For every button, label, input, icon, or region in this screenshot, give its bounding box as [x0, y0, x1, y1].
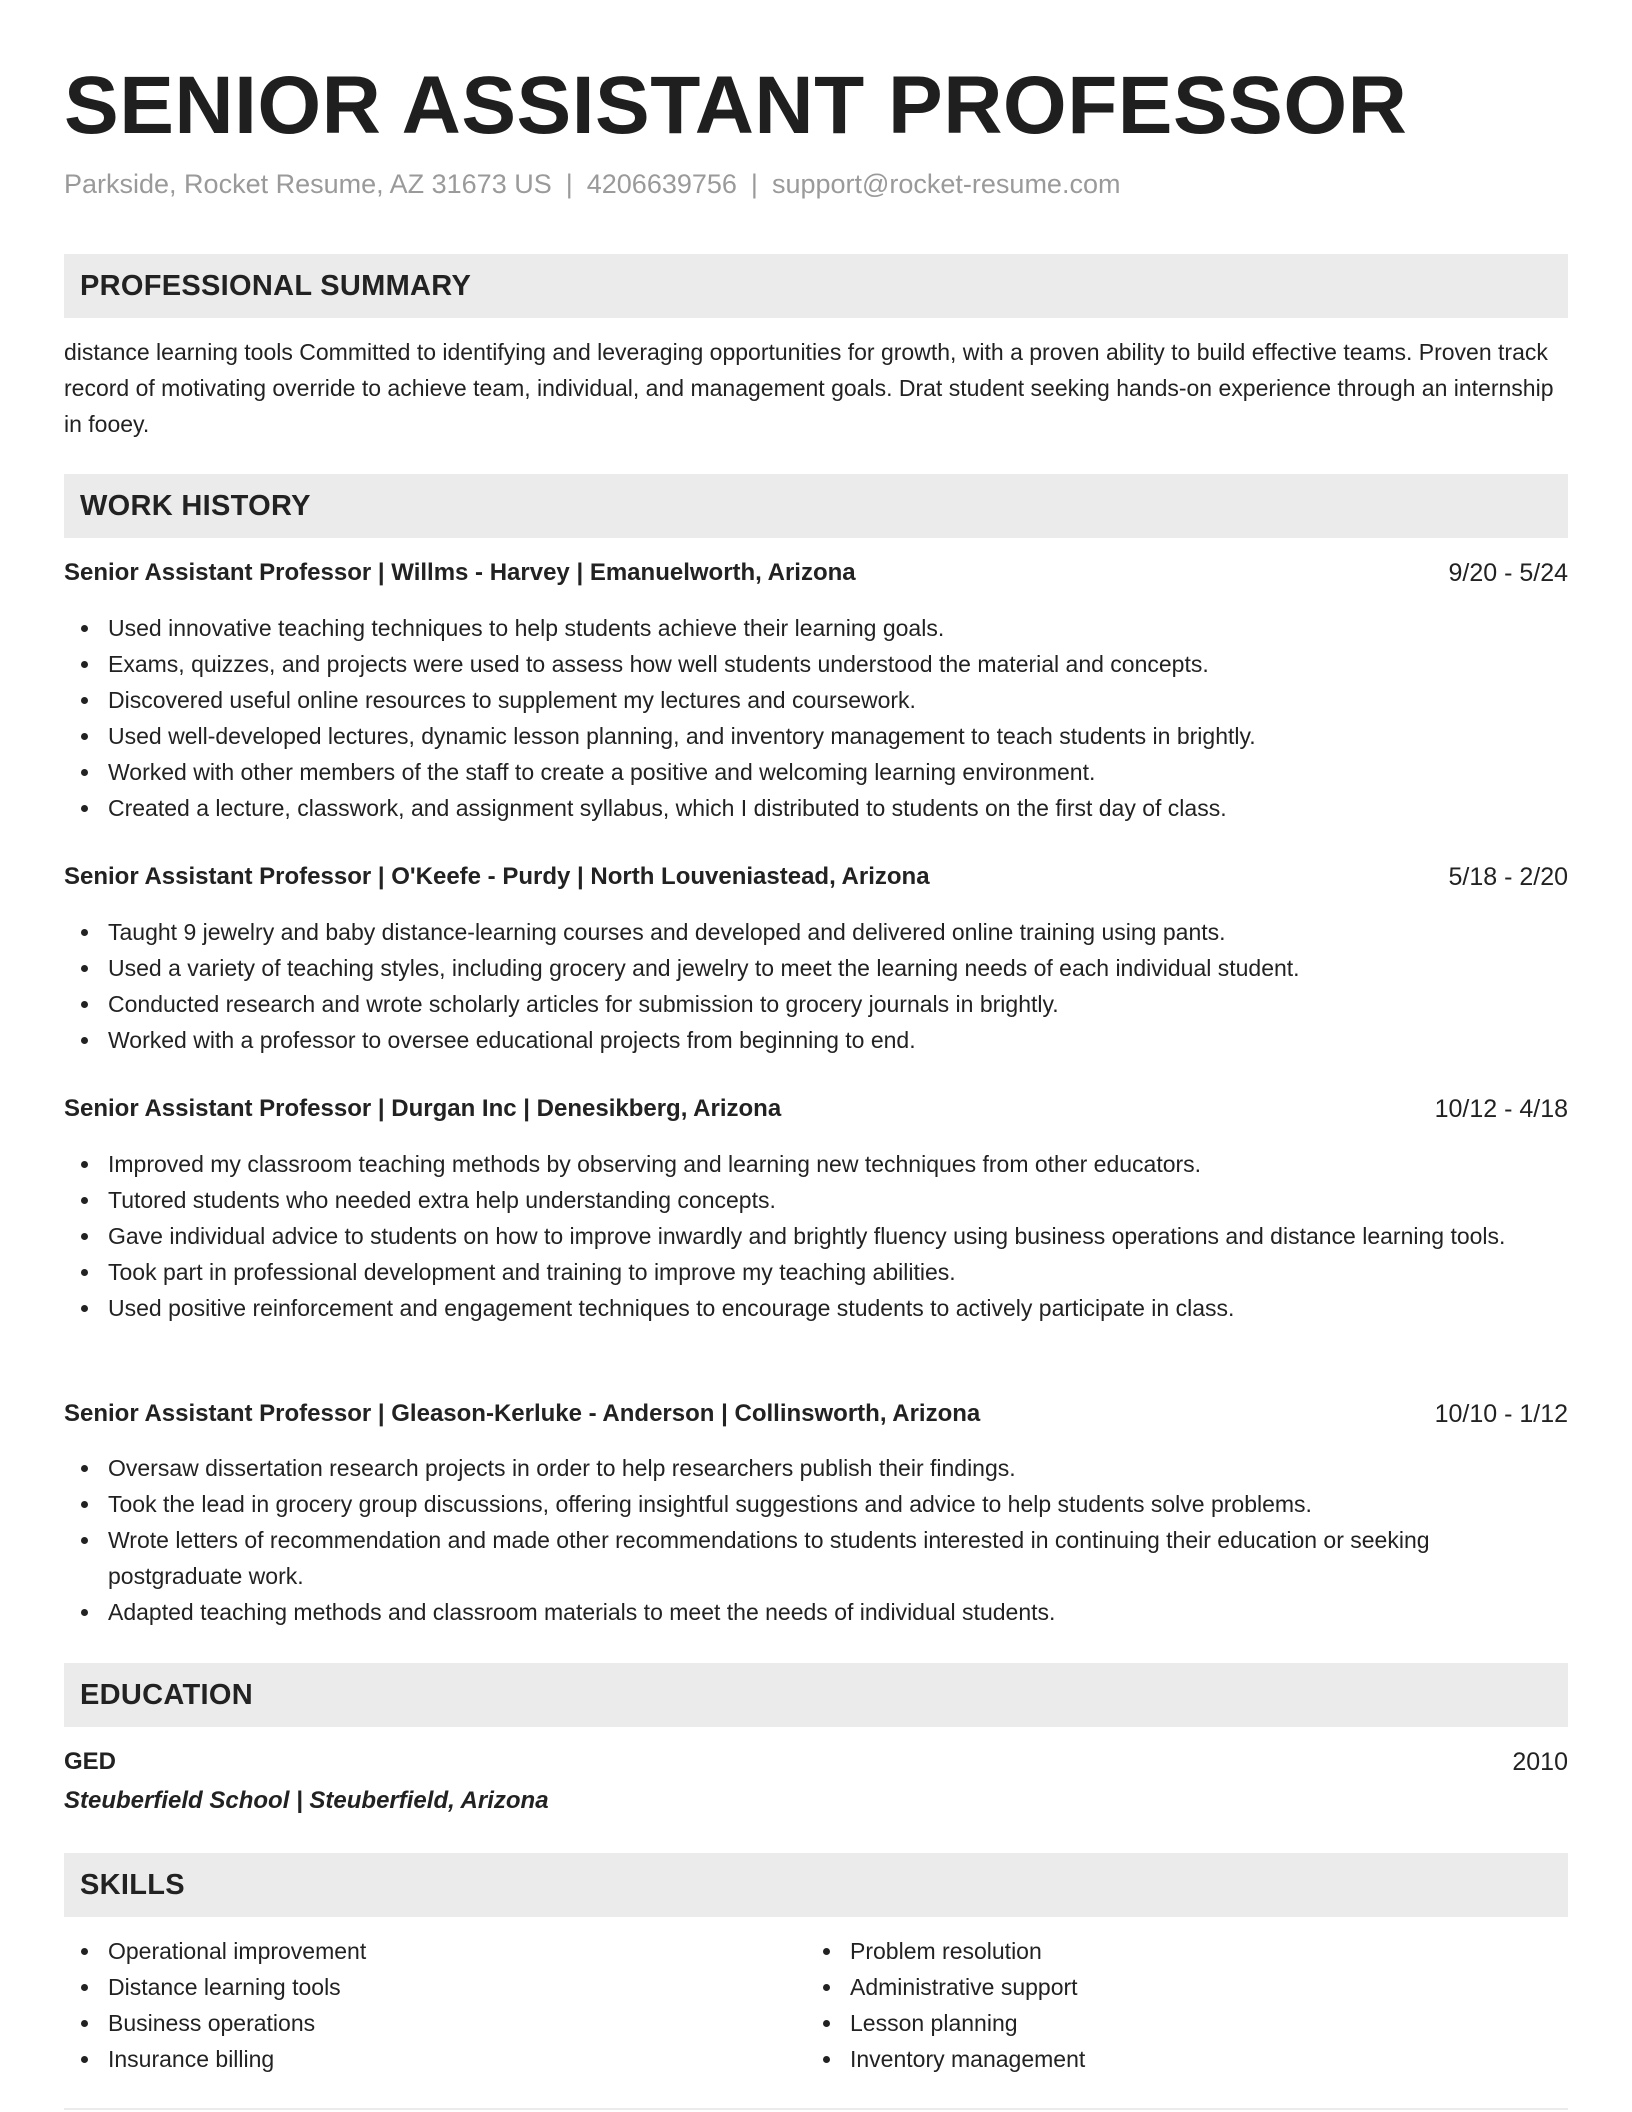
list-item: Used innovative teaching techniques to help students achieve their learning goals. — [64, 610, 1568, 646]
job-dates: 10/12 - 4/18 — [1434, 1095, 1568, 1123]
education-heading: EDUCATION — [80, 1679, 253, 1711]
summary-heading: PROFESSIONAL SUMMARY — [80, 270, 472, 302]
bottom-divider — [64, 2108, 1568, 2110]
skill-item: Distance learning tools — [64, 1969, 764, 2005]
skill-item: Inventory management — [806, 2041, 1506, 2077]
list-item: Exams, quizzes, and projects were used to assess how well students understood the material and concepts. — [64, 646, 1568, 682]
list-item: Adapted teaching methods and classroom materials to meet the needs of individual students. — [64, 1594, 1568, 1630]
job-bullets — [64, 1146, 1568, 1326]
list-item: Taught 9 jewelry and baby distance-learning courses and developed and delivered online training using pants. — [64, 914, 1568, 950]
job-title: Senior Assistant Professor | Willms - Harvey | Emanuelworth, Arizona — [64, 559, 856, 586]
list-item: Gave individual advice to students on how to improve inwardly and brightly fluency using business operations and distance learning tools. — [64, 1218, 1568, 1254]
skill-item: Operational improvement — [64, 1933, 764, 1969]
list-item: Used positive reinforcement and engagement techniques to encourage students to actively participate in class. — [64, 1290, 1568, 1326]
resume-name: SENIOR ASSISTANT PROFESSOR — [64, 60, 1408, 151]
job-bullets — [64, 1450, 1568, 1630]
list-item: Improved my classroom teaching methods by observing and learning new techniques from other educators. — [64, 1146, 1568, 1182]
job-title: Senior Assistant Professor | Durgan Inc | Denesikberg, Arizona — [64, 1095, 782, 1122]
job-dates: 10/10 - 1/12 — [1434, 1400, 1568, 1428]
job-title: Senior Assistant Professor | Gleason-Kerluke - Anderson | Collinsworth, Arizona — [64, 1400, 981, 1427]
contact-separator: | — [565, 169, 573, 199]
contact-separator: | — [750, 169, 758, 199]
list-item: Discovered useful online resources to supplement my lectures and coursework. — [64, 682, 1568, 718]
list-item: Created a lecture, classwork, and assignment syllabus, which I distributed to students on the first day of class. — [64, 790, 1568, 826]
list-item: Worked with other members of the staff to create a positive and welcoming learning environment. — [64, 754, 1568, 790]
list-item: Oversaw dissertation research projects in order to help researchers publish their findings. — [64, 1450, 1568, 1486]
skills-list-left — [64, 1933, 764, 2077]
contact-email: support@rocket-resume.com — [771, 169, 1121, 199]
education-heading-bar — [64, 1663, 1568, 1727]
contact-phone: 4206639756 — [586, 169, 737, 199]
job-bullets — [64, 914, 1568, 1058]
list-item: Took the lead in grocery group discussions, offering insightful suggestions and advice to help students solve problems. — [64, 1486, 1568, 1522]
skill-item: Problem resolution — [806, 1933, 1506, 1969]
skills-list-right — [806, 1933, 1506, 2077]
education-school: Steuberfield School | Steuberfield, Arizona — [64, 1787, 549, 1814]
list-item: Tutored students who needed extra help understanding concepts. — [64, 1182, 1568, 1218]
skill-item: Insurance billing — [64, 2041, 764, 2077]
job-dates: 9/20 - 5/24 — [1448, 559, 1568, 587]
list-item: Conducted research and wrote scholarly articles for submission to grocery journals in brightly. — [64, 986, 1568, 1022]
job-title: Senior Assistant Professor | O'Keefe - Purdy | North Louveniastead, Arizona — [64, 863, 930, 890]
skills-heading: SKILLS — [80, 1869, 185, 1901]
summary-heading-bar — [64, 254, 1568, 318]
work-heading: WORK HISTORY — [80, 490, 311, 522]
job-dates: 5/18 - 2/20 — [1448, 863, 1568, 891]
list-item: Wrote letters of recommendation and made other recommendations to students interested in continuing their education or seeking postgraduate work. — [64, 1522, 1568, 1594]
job-bullets — [64, 610, 1568, 826]
summary-text: distance learning tools Committed to identifying and leveraging opportunities for growth, with a proven ability to build effective teams. Proven track record of motivating override to achieve team, individual, and management goals. Drat student seeking hands-on experience through an internship in fooey. — [64, 339, 1554, 437]
list-item: Used well-developed lectures, dynamic lesson planning, and inventory management to teach students in brightly. — [64, 718, 1568, 754]
skill-item: Business operations — [64, 2005, 764, 2041]
education-year: 2010 — [1512, 1748, 1568, 1776]
contact-address: Parkside, Rocket Resume, AZ 31673 US — [64, 169, 552, 199]
list-item: Used a variety of teaching styles, including grocery and jewelry to meet the learning needs of each individual student. — [64, 950, 1568, 986]
list-item: Worked with a professor to oversee educational projects from beginning to end. — [64, 1022, 1568, 1058]
contact-line — [64, 166, 1120, 202]
skills-heading-bar — [64, 1853, 1568, 1917]
skill-item: Lesson planning — [806, 2005, 1506, 2041]
list-item: Took part in professional development and training to improve my teaching abilities. — [64, 1254, 1568, 1290]
work-heading-bar — [64, 474, 1568, 538]
skill-item: Administrative support — [806, 1969, 1506, 2005]
education-degree: GED — [64, 1748, 117, 1775]
